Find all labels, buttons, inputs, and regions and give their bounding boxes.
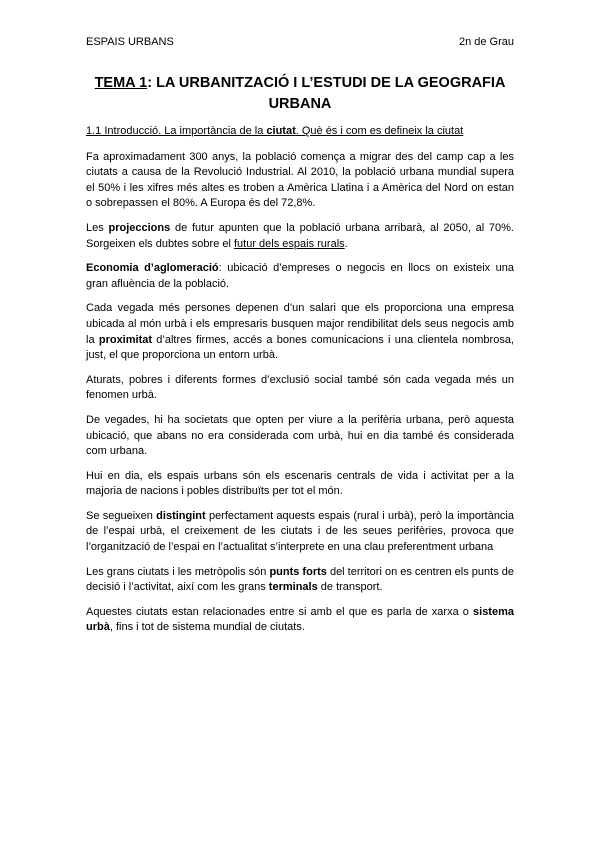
p10-a: Aquestes ciutats estan relacionades entre si amb el que es parla de xarxa o — [86, 605, 474, 618]
p10-c: , fins i tot de sistema mundial de ciutats. — [109, 621, 305, 634]
paragraph-3 — [86, 261, 514, 292]
p4-bold: proximitat — [98, 333, 153, 346]
p8-bold: distingint — [156, 509, 206, 522]
p3-bold: Economia d’aglomeració — [86, 262, 219, 275]
paragraph-1: Fa aproximadament 300 anys, la població comença a migrar des del camp cap a les ciutats a causa de la Revolució Industrial. Al 2010, la població urbana mundial supera el 50% i les xifres més altes es troben a Amèrica Llatina i a Amèrica del Nord on estan o sobrepassen el 80%. A Europa és del 72,8%. — [86, 150, 514, 210]
title-text: : LA URBANITZACIÓ I L’ESTUDI DE LA GEOGRAFIA URBANA — [147, 75, 506, 112]
section-heading-bold: ciutat — [266, 125, 296, 137]
p9-c: del territori on es centren els punts de decisió i l’activitat, així com les grans — [86, 565, 515, 594]
page-title — [86, 73, 514, 115]
title-number: TEMA 1 — [94, 75, 148, 91]
p4-c: d’altres firmes, accés a bones comunicacions i una clientela nombrosa, just, el que proporciona un entorn urbà. — [86, 333, 514, 362]
paragraph-5: Aturats, pobres i diferents formes d’exclusió social també són cada vegada més un fenomen urbà. — [86, 373, 514, 402]
section-heading — [86, 124, 514, 140]
paragraph-4 — [86, 301, 514, 363]
document-body — [86, 124, 514, 645]
p9-bold-2: terminals — [268, 581, 318, 594]
header-right: 2n de Grau — [458, 36, 514, 48]
page-header — [86, 36, 514, 48]
paragraph-6: De vegades, hi ha societats que opten per viure a la perifèria urbana, però aquesta ubicació, que abans no era considerada com urbà, hui en dia també és considerada com urbana. — [86, 413, 514, 458]
paragraph-8 — [86, 509, 514, 556]
p2-a: Les — [86, 221, 109, 234]
p2-underline: futur dels espais rurals — [233, 237, 345, 250]
p9-a: Les grans ciutats i les metròpolis són — [86, 565, 270, 578]
paragraph-9 — [86, 565, 514, 596]
p10-bold: sistema urbà — [86, 605, 514, 634]
paragraph-7: Hui en dia, els espais urbans són els escenaris centrals de vida i activitat per a la majoria de nacions i pobles distribuïts per tot el món. — [86, 469, 514, 498]
section-heading-post: . Què és i com es defineix la ciutat — [295, 125, 464, 137]
section-heading-pre: 1.1 Introducció. La importància de la — [86, 125, 267, 137]
p4-a: Cada vegada més persones depenen d’un salari que els proporciona una empresa ubicada al món urbà i els empresaris busquen major rendibilitat dels seus negocis amb la — [86, 302, 514, 346]
p9-bold-1: punts forts — [269, 565, 327, 578]
p2-c: de futur apunten que la població urbana arribarà, al 2050, al 70%. Sorgeixen els dubtes sobre el — [86, 221, 514, 250]
paragraph-2 — [86, 221, 514, 252]
p2-bold: projeccions — [108, 221, 171, 234]
p2-e: . — [344, 237, 348, 250]
p8-c: perfectament aquests espais (rural i urbà), però la importància de l’espai urbà, el creixement de les ciutats i de les seues perifèries, provoca que l’organització de l’espai en l’actualitat s’interprete en una clau preferentment urbana — [86, 509, 514, 554]
header-left: ESPAIS URBANS — [86, 36, 174, 48]
p3-b: : ubicació d’empreses o negocis en llocs on existeix una gran afluència de la població. — [86, 262, 514, 290]
p9-e: de transport. — [317, 581, 383, 594]
p8-a: Se segueixen — [86, 509, 157, 522]
paragraph-10 — [86, 605, 514, 636]
